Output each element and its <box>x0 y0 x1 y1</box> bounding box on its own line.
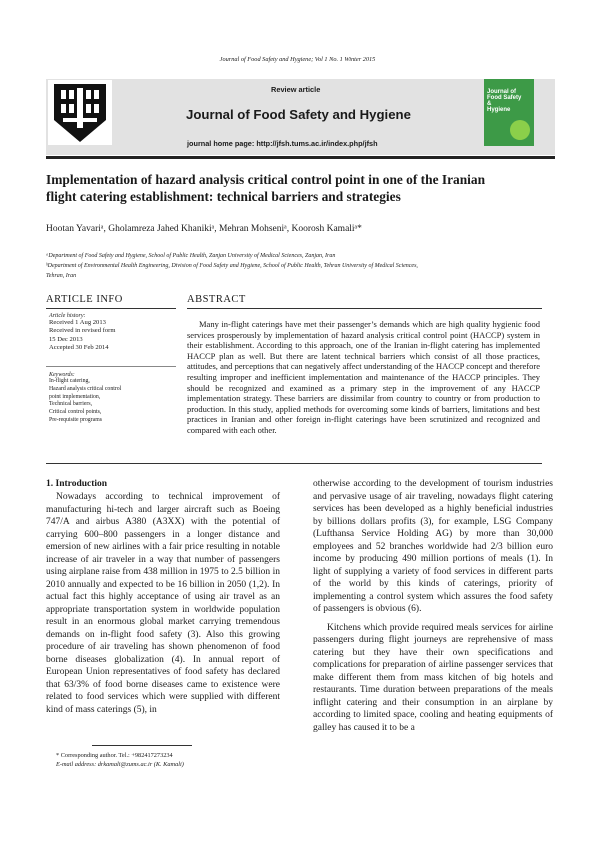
cover-text-line: Hygiene <box>487 107 511 113</box>
affiliation-a: ᵃDepartment of Food Safety and Hygiene, School of Public Health, Zanjan University of Medical Sciences, Zanjan, Iran <box>46 253 336 259</box>
history-item: 15 Dec 2013 <box>49 335 83 343</box>
footnote-corresponding: * Corresponding author. Tel.: +982417273234 <box>56 752 173 759</box>
history-item: Received 1 Aug 2013 <box>49 319 106 326</box>
author-list: Hootan Yavariᵃ, Gholamreza Jahed Khanikiᵃ, Mehran Mohseniᵃ, Koorosh Kamaliᵃ* <box>46 224 362 234</box>
affiliation-b-line: ᵇDepartment of Environmental Health Engineering, Division of Food Safety and Hygiene, School of Public Health, Tehran University of Medical Sciences, <box>46 263 418 269</box>
front-matter-bottom-rule <box>46 463 542 464</box>
keyword: Critical control points, <box>49 409 102 416</box>
article-title <box>46 171 546 205</box>
keywords-block <box>49 372 121 425</box>
section-heading-introduction: 1. Introduction <box>46 479 108 489</box>
body-left-column <box>46 491 280 716</box>
journal-cover-thumbnail <box>484 79 534 146</box>
footnote-email: E-mail address: drkamali@zums.ac.ir (K. Kamali) <box>56 761 184 768</box>
article-info-divider <box>46 366 176 367</box>
paragraph: Kitchens which provide required meals services for airline passengers during flight journeys are reprehensive of mass catering but they have their own specifications and complications for preparation of airline passenger services that make different them from mass kitchen of big hotels and restaurants. Time duration between preparations of the meals inflight catering and their consumption in an airplane by according to limited space, cooling and heating equipments of galley has caused it to be a <box>313 622 553 733</box>
paragraph: otherwise according to the development of tourism industries and pervasive usage of air traveling, nowadays flight catering services has been developed as a highly beneficial industries by billions dollars profits (3), for example, LSG Company (Lufthansa Service Holding AG) by more than 30,000 employees and 52 branches worldwide had 2/3 billion euro income by producing 490 million portions of meals (1). In light of supplying a variety of food services in different parts of the world by this kinds of caterings, priority of implementing a control system which assures the food safety of passengers is obvious (6). <box>313 479 553 614</box>
affiliation-b <box>46 262 546 281</box>
history-label: Article history: <box>49 313 86 319</box>
running-title: Journal of Food Safety and Hygiene; Vol 1 No. 1 Winter 2015 <box>219 56 376 63</box>
journal-name: Journal of Food Safety and Hygiene <box>186 107 411 122</box>
keyword: Technical barriers, <box>49 401 93 408</box>
article-history <box>49 313 115 353</box>
history-item: Accepted 30 Feb 2014 <box>49 344 109 352</box>
footnote-rule <box>92 745 192 746</box>
article-info-heading: ARTICLE INFO <box>46 294 123 305</box>
keywords-label: Keywords: <box>49 372 75 378</box>
body-right-column <box>313 478 553 734</box>
paragraph: Nowadays according to technical improvement of manufacturing hi-tech and larger aircraft such as Boeing 747/A and airbus A380 (A3XX) with the potential of carrying 600–800 passengers in a longer distance and emersion of new airlines with a fair price resulting in notable increase of air traveler in a way that number of passengers using airplane raise from 438 million in 1975 to 2.5 billion in 2010 annually and expected to be 16 billion in 2050 (1,2). In actual fact this highly acceptance of using air travel as an appropriate transportation system in worldwide population result in an enormous global market carrying tremendous demands on in-flight food safety (3). Also this growing procedure of air traveling has shown phenomenon of food borne diseases globalization (4). In annual report of European Union representatives of food safety has declared that 63/3% of food borne diseases came to existence were related to food services which were supplied with different kind of mass caterings (5), in <box>46 492 280 715</box>
abstract-rule <box>187 308 542 309</box>
affiliation-b-line: Tehran, Iran <box>46 272 77 279</box>
cover-text-line: & <box>487 101 492 107</box>
article-type-label: Review article <box>271 85 321 94</box>
keyword: In-flight catering, <box>49 378 90 384</box>
article-title-line: flight catering establishment: technical barriers and strategies <box>46 189 401 204</box>
abstract-heading: ABSTRACT <box>187 294 246 305</box>
cover-text-line: Journal of <box>487 89 517 95</box>
article-info-rule <box>46 308 176 309</box>
cover-apple-graphic <box>510 120 530 140</box>
header-rule <box>46 156 555 159</box>
abstract-text: Many in-flight caterings have met their passenger’s demands which are high quality hygienic food services prosperously by implementation of hazard analysis critical control point (HACCP) system in their establishment. According to this approach, one of the Iranian in-flight catering has implemented HACCP plan as well. But there are latent technical barriers which consist of all those practices, attitudes, and perceptions that can negatively affect understanding of the HACCP concept and therefore resulting improper and inefficient implementation and maintenance of the HACCP principles. They should be recognized and examined as a primary step in the improvement of any HACCP implementation strategy. These barriers are dissimilar from country to country or from production to production. In this study, applied methods for overcoming some kinds of barriers, limitations and best practices in Iranian and other foreign in-flight caterings have been scrutinized and recognized and compared with each other. <box>187 319 540 435</box>
article-title-line: Implementation of hazard analysis critical control point in one of the Iranian <box>46 172 486 187</box>
history-item: Received in revised form <box>49 327 116 335</box>
university-logo <box>48 80 112 145</box>
cover-text-line: Food Safety <box>487 95 522 101</box>
keyword: Pre-requisite programs <box>49 416 102 423</box>
keyword: point implementation, <box>49 393 101 400</box>
journal-homepage[interactable]: journal home page: http://jfsh.tums.ac.ir/index.php/jfsh <box>187 139 378 148</box>
keyword: Hazard analysis critical control <box>49 385 122 392</box>
